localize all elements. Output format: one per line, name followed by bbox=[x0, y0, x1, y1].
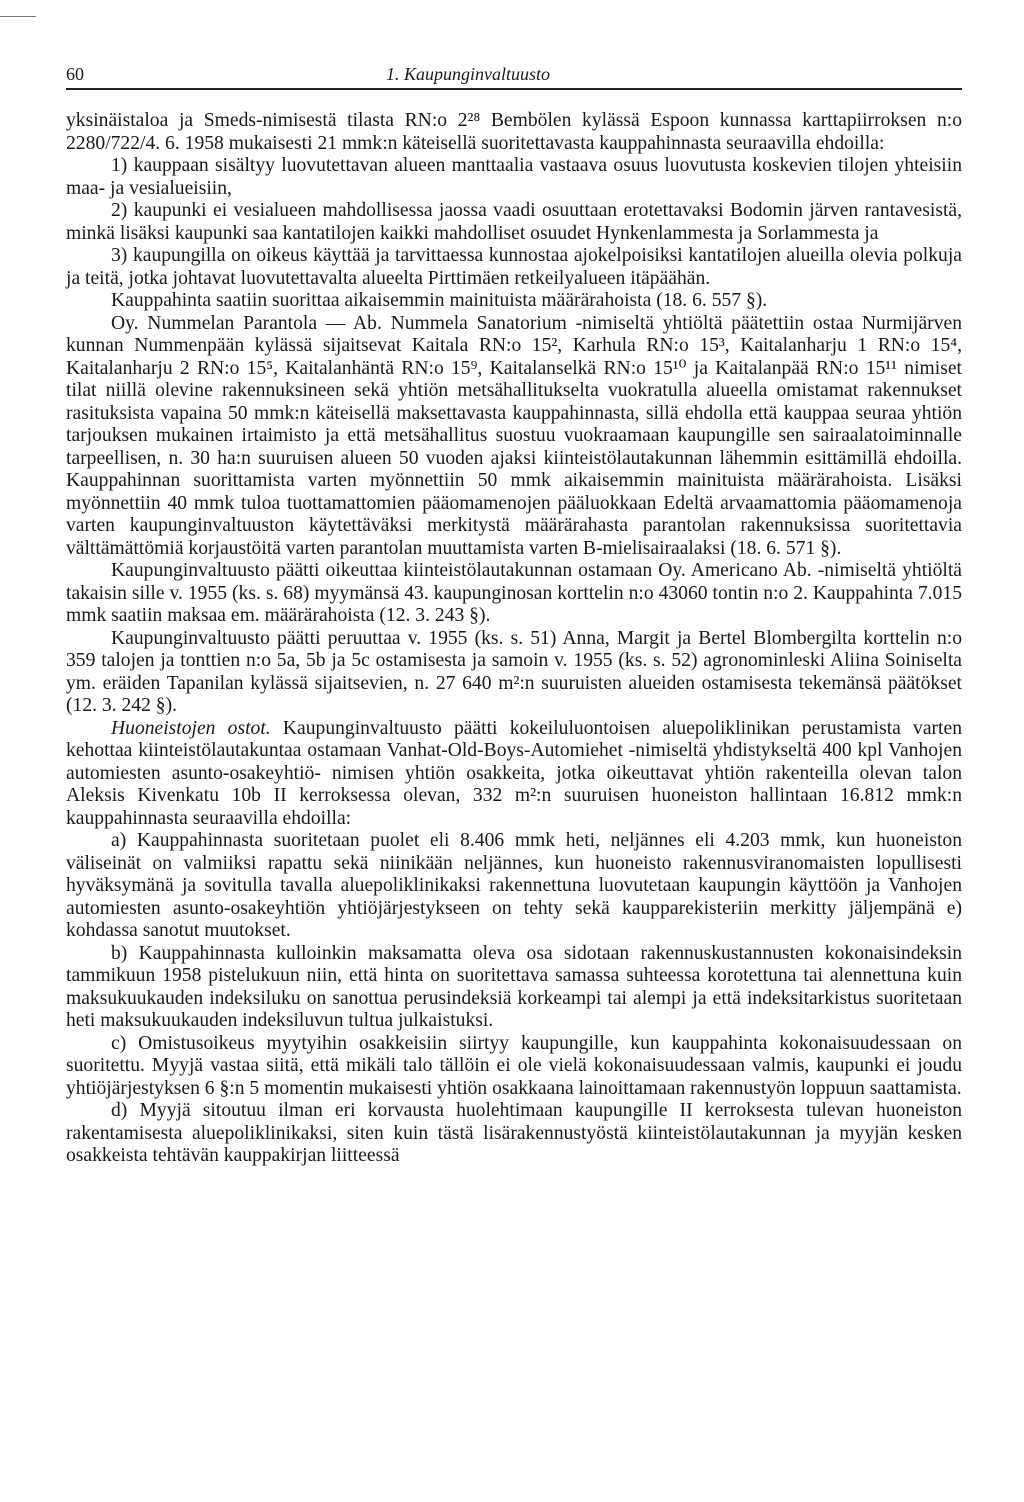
body-text bbox=[66, 110, 962, 1168]
paragraph-nummela: Oy. Nummelan Parantola — Ab. Nummela Sanatorium -nimiseltä yhtiöltä päätettiin ostaa Nurmijärven kunnan Nummenpään kylässä sijaitsevat Kaitala RN:o 15², Karhula RN:o 15³, Kaitalanharju 1 RN:o 15⁴, Kaitalanharju 2 RN:o 15⁵, Kaitalanhäntä RN:o 15⁹, Kaitalanselkä RN:o 15¹⁰ ja Kaitalanpää RN:o 15¹¹ nimiset tilat niillä olevine rakennuksineen sekä yhtiön metsähallitukselta vuokratulla alueella omistamat rakennukset rasituksista vapaina 50 mmk:n käteisellä maksettavasta kauppahinnasta, sillä ehdolla että kauppaa seuraa yhtiön tarjouksen mukainen irtaimisto ja että metsähallitus suostuu vuokraamaan kaupungille sen sairaalatoiminnalle tarpeellisen, n. 30 ha:n suuruisen alueen 50 vuoden ajaksi kiinteistölautakunnan lähemmin esittämillä ehdoilla. Kauppahinnan suorittamista varten myönnettiin 50 mmk aikaisemmin mainituista määrärahoista. Lisäksi myönnettiin 40 mmk tuloa tuottamattomien pääomamenojen pääluokkaan Edeltä arvaamattomia pääomamenoja varten kaupunginvaltuuston käytettäväksi merkitystä määrärahasta parantolan rakennuksissa suoritettavia välttämättömiä korjaustöitä varten parantolan muuttamista varten B-mielisairaalaksi (18. 6. 571 §). bbox=[66, 312, 962, 559]
section-lead-text: Kaupunginvaltuusto päätti kokeiluluontoisen aluepoliklinikan perustamista varten kehottaa kiinteistölautakuntaa ostamaan Vanhat-Old-Boys-Automiehet -nimiseltä yhdistykseltä 400 kpl Vanhojen automiesten asunto-osakeyhtiö- nimisen yhtiön osakkeita, jotka oikeuttavat yhtiön rakenteilla olevan talon Aleksis Kivenkatu 10b II kerroksessa olevan, 332 m²:n suuruisen huoneiston hallintaan 16.812 mmk:n kauppahinnasta seuraavilla ehdoilla: bbox=[66, 717, 962, 829]
paragraph-huoneistojen-ostot bbox=[66, 718, 962, 831]
paragraph-peruutus: Kaupunginvaltuusto päätti peruuttaa v. 1955 (ks. s. 51) Anna, Margit ja Bertel Blombergilta korttelin n:o 359 talojen ja tonttien n:o 5a, 5b ja 5c ostamisesta ja samoin v. 1955 (ks. s. 52) agronominleski Aliina Soiniselta ym. eräiden Tapanilan kylässä sijaitsevien, n. 27 640 m²:n suuruisten alueiden ostamisesta tekemänsä päätökset (12. 3. 242 §). bbox=[66, 627, 962, 716]
paragraph-continuation: yksinäistaloa ja Smeds-nimisestä tilasta RN:o 2²⁸ Bembölen kylässä Espoon kunnassa karttapiirroksen n:o 2280/722/4. 6. 1958 mukaisesti 21 mmk:n käteisellä suoritettavasta kauppahinnasta seuraavilla ehdoilla: bbox=[66, 110, 962, 154]
condition-2: 2) kaupunki ei vesialueen mahdollisessa jaossa vaadi osuuttaan erotettavaksi Bodomin järven rantavesistä, minkä lisäksi kaupunki saa kantatilojen kaikki mahdolliset osuudet Hynkenlammesta ja Sorlammesta ja bbox=[66, 200, 962, 244]
running-header bbox=[66, 62, 962, 90]
document-page bbox=[66, 62, 962, 1168]
condition-1: 1) kauppaan sisältyy luovutettavan alueen manttaalia vastaava osuus luovutusta koskevien tilojen yhteisiin maa- ja vesialueisiin, bbox=[66, 155, 962, 199]
condition-a: a) Kauppahinnasta suoritetaan puolet eli 8.406 mmk heti, neljännes eli 4.203 mmk, kun huoneiston väliseinät on valmiiksi rapattu sekä niinikään neljännes, kun huoneisto rakennusviranomaisten lopullisesti hyväksymänä ja sovitulla tavalla aluepoliklinikaksi rakennettuna luovutetaan kaupungin käyttöön ja Vanhojen automiesten asunto-osakeyhtiön yhtiöjärjestykseen on tehty sekä kaupparekisteriin merkitty jäljempänä e) kohdassa sanotut muutokset. bbox=[66, 830, 962, 941]
condition-d: d) Myyjä sitoutuu ilman eri korvausta huolehtimaan kaupungille II kerroksesta tulevan huoneiston rakentamisesta aluepoliklinikaksi, siten kuin tästä lisärakennustyöstä kiinteistölautakunnan ja myyjän kesken osakkeista tehtävän kauppakirjan liitteessä bbox=[66, 1100, 962, 1166]
running-title: 1. Kaupunginvaltuusto bbox=[386, 64, 551, 84]
section-lead: Huoneistojen ostot. bbox=[111, 717, 271, 739]
condition-b: b) Kauppahinnasta kulloinkin maksamatta oleva osa sidotaan rakennuskustannusten kokonaisindeksin tammikuun 1958 pistelukuun niin, että hinta on suoritettava samassa suhteessa korotettuna tai alennettuna kuin maksukuukauden indeksiluku on sanottua perusindeksiä korkeampi tai alempi ja että indeksitarkistus suoritetaan heti maksukuukauden indeksiluvun tultua julkaistuksi. bbox=[66, 942, 962, 1031]
paragraph-americano: Kaupunginvaltuusto päätti oikeuttaa kiinteistölautakunnan ostamaan Oy. Americano Ab. -nimiseltä yhtiöltä takaisin sille v. 1955 (ks. s. 68) myymänsä 43. kaupunginosan korttelin n:o 43060 tontin n:o 2. Kauppahinta 7.015 mmk saatiin maksaa em. määrärahoista (12. 3. 243 §). bbox=[66, 560, 962, 626]
condition-3: 3) kaupungilla on oikeus käyttää ja tarvittaessa kunnostaa ajokelpoisiksi kantatilojen alueilla olevia polkuja ja teitä, jotka johtavat luovutettavalta alueelta Pirttimäen retkeilyalueen itäpäähän. bbox=[66, 245, 962, 289]
condition-c: c) Omistusoikeus myytyihin osakkeisiin siirtyy kaupungille, kun kauppahinta kokonaisuudessaan on suoritettu. Myyjä vastaa siitä, että mikäli talo tällöin ei ole vielä kokonaisuudessaan valmis, kaupunki ei joudu yhtiöjärjestyksen 6 §:n 5 momentin mukaisesti yhtiön osakkaana lainoittamaan rakennustyön loppuun saattamista. bbox=[66, 1032, 962, 1099]
scan-corner-mark bbox=[0, 16, 36, 17]
paragraph-payment: Kauppahinta saatiin suorittaa aikaisemmin mainituista määrärahoista (18. 6. 557 §). bbox=[111, 290, 768, 311]
page-number: 60 bbox=[66, 64, 84, 84]
